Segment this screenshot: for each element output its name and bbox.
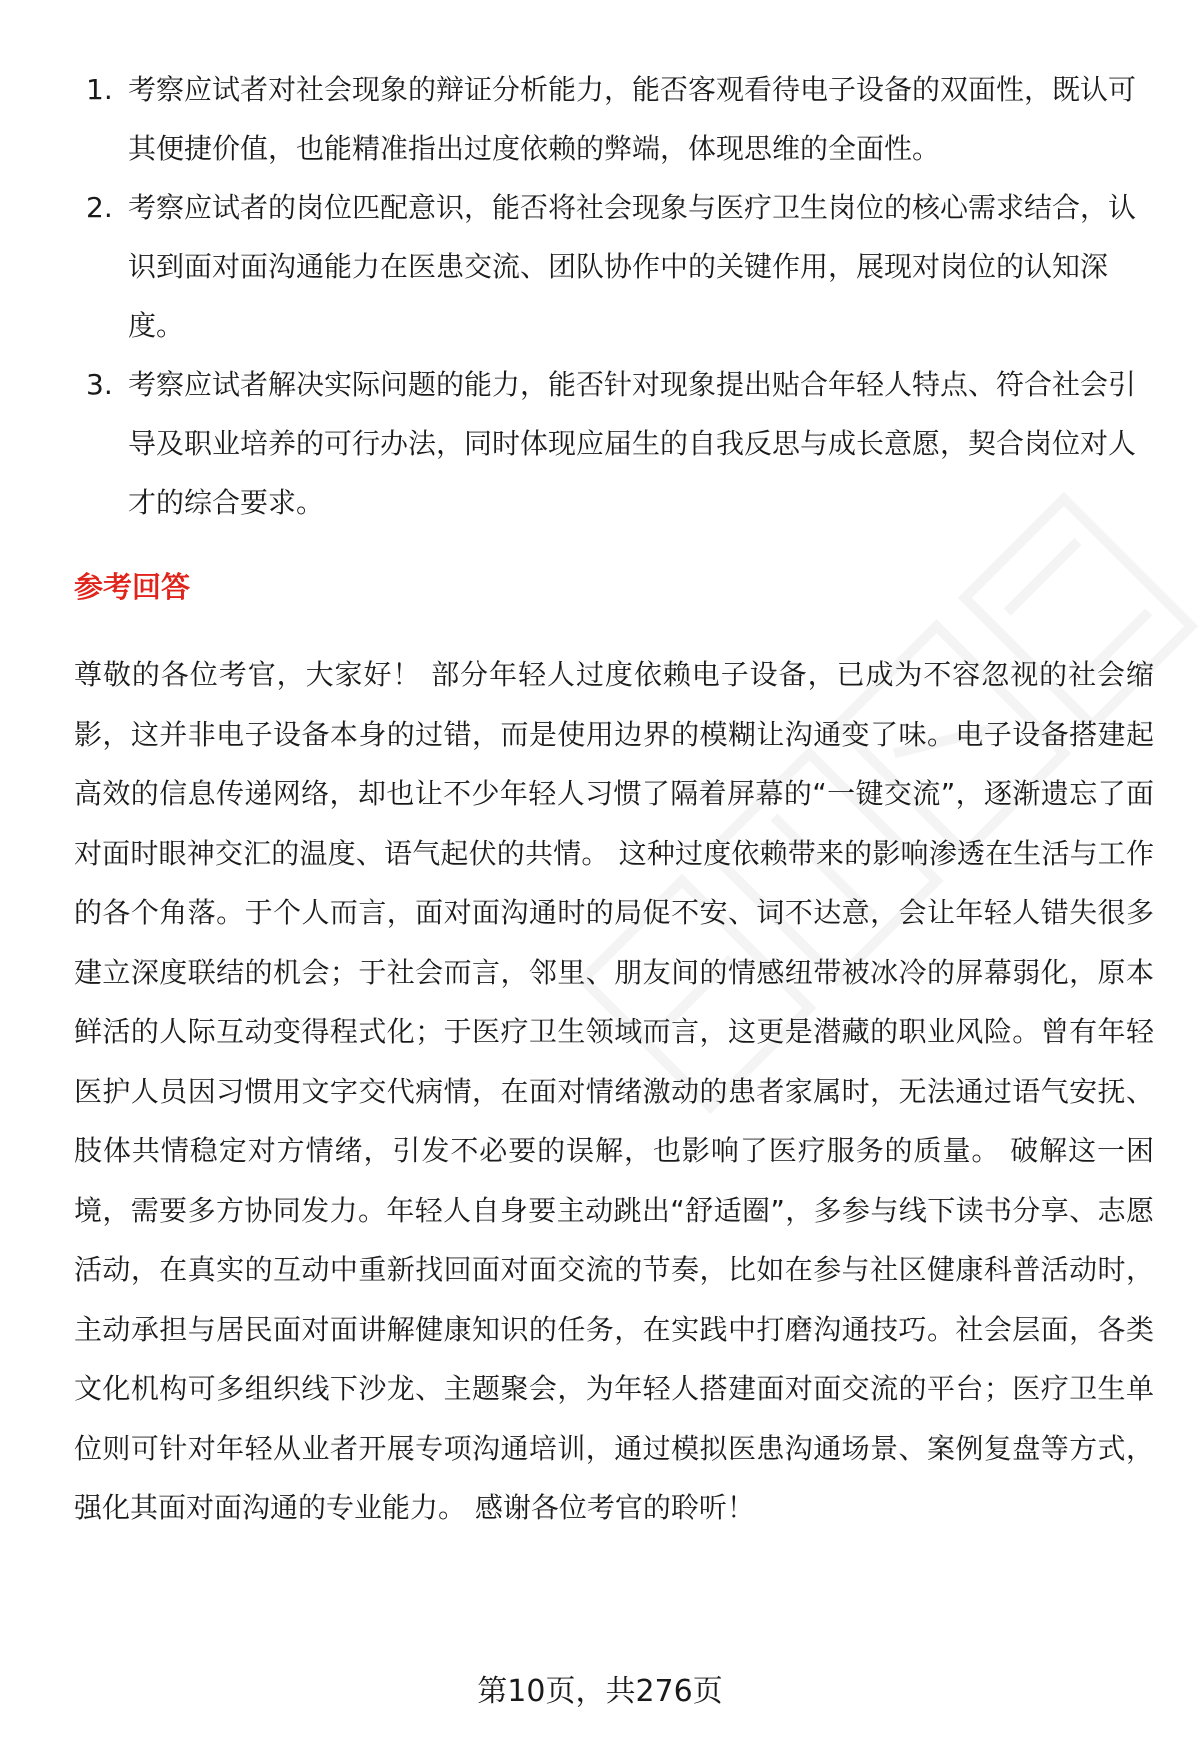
criteria-item	[86, 355, 1146, 532]
criteria-text: 考察应试者解决实际问题的能力，能否针对现象提出贴合年轻人特点、符合社会引导及职业培养的可行办法，同时体现应届生的自我反思与成长意愿，契合岗位对人才的综合要求。	[128, 368, 1137, 519]
criteria-number: 3.	[86, 368, 113, 401]
criteria-number: 2.	[86, 191, 113, 224]
page-footer: 第10页，共276页	[477, 1674, 723, 1709]
criteria-text: 考察应试者对社会现象的辩证分析能力，能否客观看待电子设备的双面性，既认可其便捷价值，也能精准指出过度依赖的弊端，体现思维的全面性。	[128, 73, 1137, 165]
criteria-text: 考察应试者的岗位匹配意识，能否将社会现象与医疗卫生岗位的核心需求结合，认识到面对面沟通能力在医患交流、团队协作中的关键作用，展现对岗位的认知深度。	[128, 191, 1137, 342]
section-title: 参考回答	[74, 570, 191, 604]
criteria-number: 1.	[86, 73, 113, 106]
criteria-item	[86, 60, 1146, 178]
criteria-item	[86, 178, 1146, 355]
assessment-criteria-list	[86, 60, 1146, 532]
reference-answer: 尊敬的各位考官，大家好！ 部分年轻人过度依赖电子设备，已成为不容忽视的社会缩影，这并非电子设备本身的过错，而是使用边界的模糊让沟通变了味。电子设备搭建起高效的信息传递网络，却也让不少年轻人习惯了隔着屏幕的“一键交流”，逐渐遗忘了面对面时眼神交汇的温度、语气起伏的共情。 这种过度依赖带来的影响渗透在生活与工作的各个角落。于个人而言，面对面沟通时的局促不安、词不达意，会让年轻人错失很多建立深度联结的机会；于社会而言，邻里、朋友间的情感纽带被冰冷的屏幕弱化，原本鲜活的人际互动变得程式化；于医疗卫生领域而言，这更是潜藏的职业风险。曾有年轻医护人员因习惯用文字交代病情，在面对情绪激动的患者家属时，无法通过语气安抚、肢体共情稳定对方情绪，引发不必要的误解，也影响了医疗服务的质量。 破解这一困境，需要多方协同发力。年轻人自身要主动跳出“舒适圈”，多参与线下读书分享、志愿活动，在真实的互动中重新找回面对面交流的节奏，比如在参与社区健康科普活动时，主动承担与居民面对面讲解健康知识的任务，在实践中打磨沟通技巧。社会层面，各类文化机构可多组织线下沙龙、主题聚会，为年轻人搭建面对面交流的平台；医疗卫生单位则可针对年轻从业者开展专项沟通培训，通过模拟医患沟通场景、案例复盘等方式，强化其面对面沟通的专业能力。 感谢各位考官的聆听！	[74, 658, 1154, 1524]
